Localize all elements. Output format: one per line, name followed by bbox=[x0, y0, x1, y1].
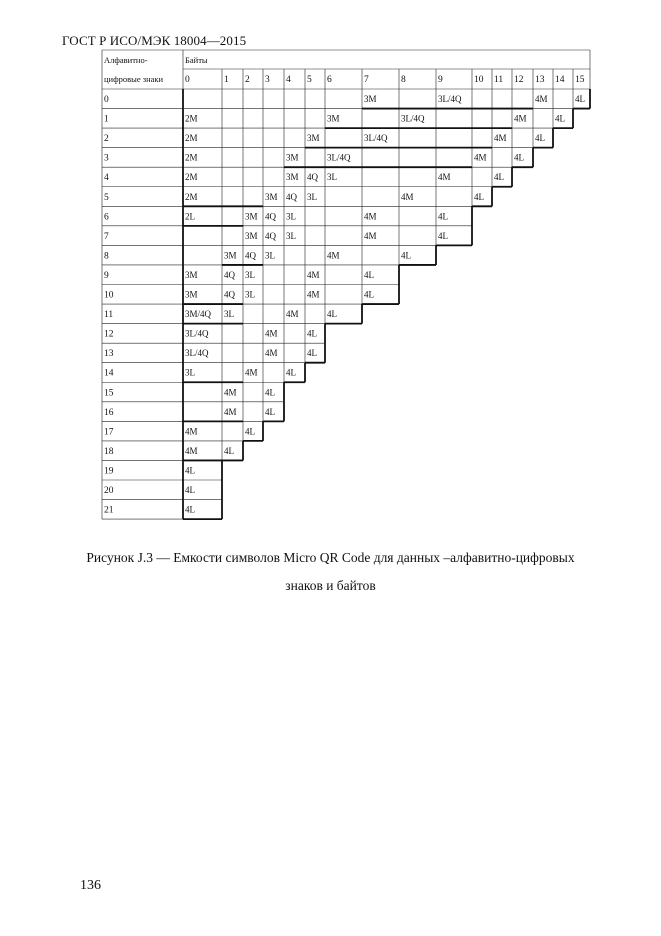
table-cell: 4M bbox=[438, 172, 451, 183]
table-cell: 3M bbox=[286, 172, 299, 183]
table-cell: 4Q bbox=[265, 230, 276, 241]
table-cell: 3L bbox=[245, 289, 255, 300]
table-cell: 4M bbox=[364, 211, 377, 222]
table-cell: 4M bbox=[514, 113, 527, 124]
figure-caption-line1: Рисунок J.3 — Емкости символов Micro QR Code для данных –алфавитно-цифровых bbox=[86, 550, 575, 565]
table-cell: 4L bbox=[185, 485, 195, 495]
row-header-label: цифровые знаки bbox=[104, 74, 164, 84]
table-cell: 4L bbox=[494, 172, 504, 183]
table-cell: 4M bbox=[535, 94, 548, 104]
col-header-7: 7 bbox=[364, 75, 369, 85]
table-cell: 4M bbox=[307, 289, 320, 300]
col-header-3: 3 bbox=[265, 75, 270, 85]
col-header-13: 13 bbox=[535, 75, 545, 85]
row-label-18: 18 bbox=[104, 446, 114, 457]
table-cell: 4M bbox=[265, 328, 278, 339]
row-label-8: 8 bbox=[104, 251, 109, 262]
row-label-17: 17 bbox=[104, 427, 114, 438]
table-cell: 4L bbox=[327, 309, 337, 320]
table-cell: 4Q bbox=[286, 191, 297, 202]
row-label-21: 21 bbox=[104, 505, 114, 516]
table-cell: 4M bbox=[494, 133, 507, 144]
table-cell: 2L bbox=[185, 211, 195, 222]
col-header-4: 4 bbox=[286, 75, 291, 85]
table-cell: 4L bbox=[401, 250, 411, 261]
row-label-7: 7 bbox=[104, 231, 109, 242]
table-cell: 4L bbox=[364, 269, 374, 280]
col-header-label: Байты bbox=[185, 55, 208, 65]
row-label-16: 16 bbox=[104, 407, 114, 418]
figure-caption-line2: знаков и байтов bbox=[285, 578, 376, 593]
table-cell: 2M bbox=[185, 152, 198, 163]
table-cell: 3M bbox=[286, 152, 299, 163]
row-label-0: 0 bbox=[104, 95, 109, 105]
table-cell: 4M bbox=[224, 406, 237, 417]
table-cell: 4Q bbox=[265, 211, 276, 222]
row-label-11: 11 bbox=[104, 310, 114, 321]
table-cell: 3M/4Q bbox=[185, 309, 212, 320]
table-cell: 4L bbox=[555, 113, 565, 124]
table-cell: 3L bbox=[327, 172, 337, 183]
table-cell: 2M bbox=[185, 113, 198, 124]
table-cell: 4M bbox=[364, 230, 377, 241]
table-cell: 3L bbox=[307, 191, 317, 202]
table-cell: 3L/4Q bbox=[185, 348, 209, 359]
table-cell: 3L bbox=[286, 230, 296, 241]
table-cell: 4L bbox=[438, 230, 448, 241]
table-headers bbox=[104, 55, 585, 516]
table-cell: 3L/4Q bbox=[185, 328, 209, 339]
table-cell: 3L bbox=[224, 309, 234, 320]
col-header-8: 8 bbox=[401, 75, 406, 85]
table-cell: 4M bbox=[185, 445, 198, 456]
table-cell: 3M bbox=[185, 289, 198, 300]
table-cell: 3L/4Q bbox=[364, 133, 388, 144]
table-cell: 4M bbox=[245, 367, 258, 378]
table-cell: 4L bbox=[265, 406, 275, 417]
row-label-9: 9 bbox=[104, 270, 109, 281]
table-cell: 4L bbox=[245, 426, 255, 437]
row-label-3: 3 bbox=[104, 153, 109, 164]
table-cell: 3L/4Q bbox=[401, 113, 425, 124]
col-header-15: 15 bbox=[575, 75, 585, 85]
table-cell: 2M bbox=[185, 172, 198, 183]
row-header-label: Алфавитно- bbox=[104, 55, 148, 65]
table-cell: 3M bbox=[364, 94, 377, 104]
table-cell: 4Q bbox=[224, 289, 235, 300]
table-cell: 4M bbox=[474, 152, 487, 163]
row-label-2: 2 bbox=[104, 134, 109, 145]
table-cell: 3M bbox=[265, 191, 278, 202]
table-cell: 2M bbox=[185, 191, 198, 202]
col-header-14: 14 bbox=[555, 75, 565, 85]
table-cell: 3M bbox=[224, 250, 237, 261]
table-cell: 3M bbox=[245, 230, 258, 241]
table-cell: 4L bbox=[514, 152, 524, 163]
row-label-10: 10 bbox=[104, 290, 114, 301]
table-cell: 4L bbox=[535, 133, 545, 144]
col-header-12: 12 bbox=[514, 75, 524, 85]
table-cell: 3M bbox=[245, 211, 258, 222]
row-label-12: 12 bbox=[104, 329, 114, 340]
document-header: ГОСТ Р ИСО/МЭК 18004—2015 bbox=[62, 33, 247, 48]
table-cell: 4L bbox=[364, 289, 374, 300]
col-header-6: 6 bbox=[327, 75, 332, 85]
table-cell: 3L bbox=[185, 367, 195, 378]
table-cell: 4L bbox=[265, 387, 275, 398]
table-cell: 4M bbox=[185, 426, 198, 437]
table-cell: 2M bbox=[185, 133, 198, 144]
row-label-1: 1 bbox=[104, 114, 109, 125]
table-cell: 4M bbox=[265, 348, 278, 359]
table-cell: 4L bbox=[307, 328, 317, 339]
table-cell: 3M bbox=[307, 133, 320, 144]
col-header-5: 5 bbox=[307, 75, 312, 85]
table-cell: 4M bbox=[307, 269, 320, 280]
table-cell: 3L/4Q bbox=[327, 152, 351, 163]
row-label-19: 19 bbox=[104, 466, 114, 477]
table-cell: 4L bbox=[474, 191, 484, 202]
table-cell: 4M bbox=[286, 309, 299, 320]
table-cell: 4L bbox=[438, 211, 448, 222]
table-cell: 3M bbox=[327, 113, 340, 124]
col-header-1: 1 bbox=[224, 75, 229, 85]
col-header-0: 0 bbox=[185, 75, 190, 85]
table-cell: 3L bbox=[245, 269, 255, 280]
table-cell: 3L bbox=[265, 250, 275, 261]
col-header-10: 10 bbox=[474, 75, 484, 85]
table-cell: 4L bbox=[185, 504, 195, 515]
col-header-9: 9 bbox=[438, 75, 443, 85]
row-label-13: 13 bbox=[104, 349, 114, 360]
table-cell: 4L bbox=[185, 465, 195, 476]
row-label-15: 15 bbox=[104, 388, 114, 399]
row-label-5: 5 bbox=[104, 192, 109, 203]
table-cell: 4Q bbox=[307, 172, 318, 183]
row-label-14: 14 bbox=[104, 368, 114, 379]
table-cell: 4L bbox=[575, 94, 585, 104]
table-cell: 4M bbox=[327, 250, 340, 261]
page-number: 136 bbox=[80, 878, 101, 893]
table-cell: 3L bbox=[286, 211, 296, 222]
table-cell: 4M bbox=[401, 191, 414, 202]
col-header-11: 11 bbox=[494, 75, 504, 85]
row-label-4: 4 bbox=[104, 173, 109, 184]
table-cell: 4M bbox=[224, 387, 237, 398]
table-cell: 4L bbox=[286, 367, 296, 378]
table-cell: 3L/4Q bbox=[438, 94, 462, 104]
table-cell: 4L bbox=[307, 348, 317, 359]
table-cell: 4L bbox=[224, 445, 234, 456]
table-cell: 4Q bbox=[224, 269, 235, 280]
row-label-20: 20 bbox=[104, 486, 114, 496]
table-cell: 4Q bbox=[245, 250, 256, 261]
row-label-6: 6 bbox=[104, 212, 109, 223]
col-header-2: 2 bbox=[245, 75, 250, 85]
table-cell: 3M bbox=[185, 269, 198, 280]
